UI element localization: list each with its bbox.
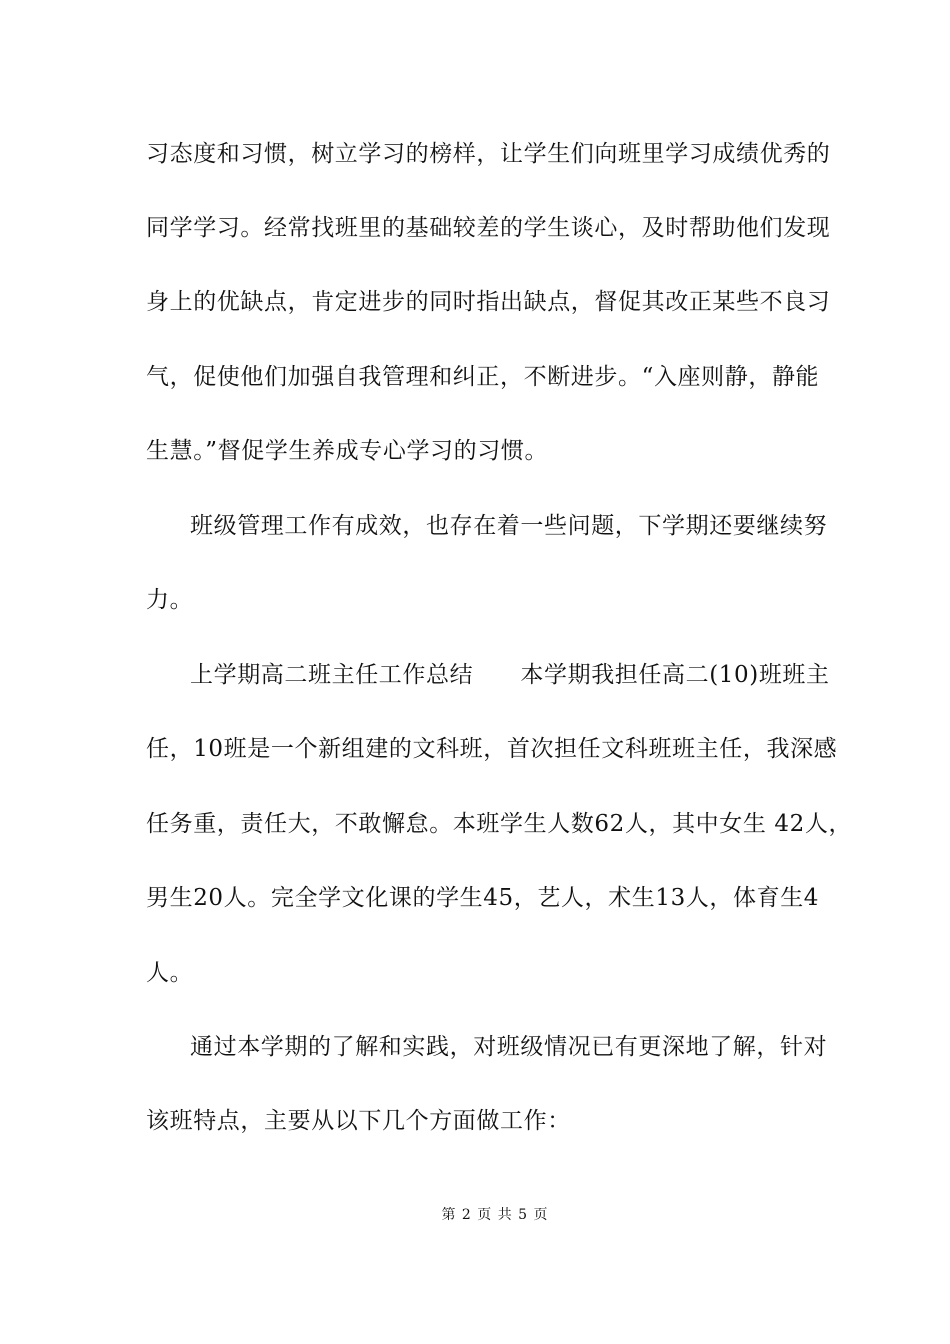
body-text-line: 气，促使他们加强自我管理和纠正，不断进步。“入座则静，静能: [146, 364, 820, 390]
body-text-line: 任，10班是一个新组建的文科班，首次担任文科班班主任，我深感: [146, 736, 838, 762]
body-text-line: 班级管理工作有成效，也存在着一些问题，下学期还要继续努: [190, 513, 828, 539]
page-number: 第 2 页 共 5 页: [441, 1207, 549, 1223]
body-text-line: 身上的优缺点，肯定进步的同时指出缺点，督促其改正某些不良习: [146, 289, 831, 315]
body-text-line: 习态度和习惯，树立学习的榜样，让学生们向班里学习成绩优秀的: [146, 141, 831, 167]
body-text-line: 人。: [146, 960, 194, 986]
body-text-line: 男生20人。完全学文化课的学生45，艺人，术生13人，体育生4: [146, 885, 820, 911]
body-text-line: 该班特点，主要从以下几个方面做工作：: [146, 1108, 571, 1134]
page-footer: [0, 1206, 950, 1224]
body-text-line: 通过本学期的了解和实践，对班级情况已有更深地了解，针对: [190, 1034, 828, 1060]
body-text-line: 生慧。”督促学生养成专心学习的习惯。: [146, 438, 549, 464]
body-text-line: 任务重，责任大，不敢懈怠。本班学生人数62人，其中女生 42人，: [146, 811, 853, 837]
body-text-line: 同学学习。经常找班里的基础较差的学生谈心，及时帮助他们发现: [146, 215, 831, 241]
body-text-line: 力。: [146, 587, 194, 613]
body-text-line: 上学期高二班主任工作总结 本学期我担任高二(10)班班主: [190, 662, 830, 688]
